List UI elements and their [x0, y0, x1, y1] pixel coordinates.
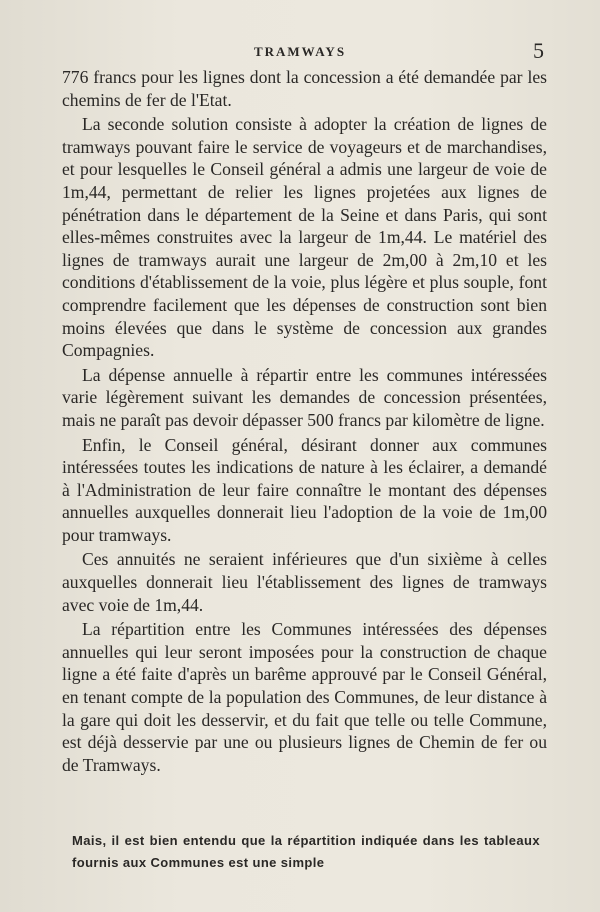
paragraph-annuities: Ces annuités ne seraient inférieures que d'un sixième à celles auxquelles donnerait lieu l'établissement des lignes de tramways avec voie de 1m,44. [62, 549, 547, 615]
paragraph-general-council: Enfin, le Conseil général, désirant donner aux communes intéressées toutes les indications de nature à les éclairer, a demandé à l'Administration de leur faire connaître le montant des dépenses annuelles auxquelles donnerait lieu l'adoption de la voie de 1m,00 pour tramways. [62, 434, 547, 545]
paragraph-second-solution: La seconde solution consiste à adopter la création de lignes de tramways pouvant faire le service de voyageurs et de marchandises, et pour lesquelles le Conseil général a admis une largeur de voie de 1m,44, permettant de relier les lignes projetées aux lignes de pénétration dans le département de la Seine et dans Paris, qui sont elles-mêmes construites avec la largeur de 1m,44. Le matériel des lignes de tramways aurait une largeur de 2m,00 à 2m,10 et les conditions d'établissement de la voie, plus légère et plus souple, font comprendre facilement que les dépenses de construction sont bien moins élevées que dans le système de concession aux grandes Compagnies. [62, 114, 547, 361]
paragraph-continuation: 776 francs pour les lignes dont la concession a été demandée par les chemins de fer de l'Etat. [62, 67, 547, 110]
body-text [62, 66, 547, 776]
running-head [0, 38, 600, 68]
bold-note: Mais, il est bien entendu que la répartition indiquée dans les tableaux fournis aux Communes est une simple [72, 833, 540, 870]
running-title: TRAMWAYS [253, 44, 347, 59]
paragraph-distribution: La répartition entre les Communes intéressées des dépenses annuelles qui leur seront imposées pour la construction de chaque ligne a été faite d'après un barême approuvé par le Conseil Général, en tenant compte de la population des Communes, de leur distance à la gare qui doit les desservir, et du fait que telle ou telle Commune, est déjà desservie par une ou plusieurs lignes de Chemin de fer ou de Tramways. [62, 619, 547, 775]
page-number: 5 [533, 38, 544, 63]
paragraph-annual-expense: La dépense annuelle à répartir entre les communes intéressées varie légèrement suivant les demandes de concession présentées, mais ne paraît pas devoir dépasser 500 francs par kilomètre de ligne. [62, 364, 547, 430]
